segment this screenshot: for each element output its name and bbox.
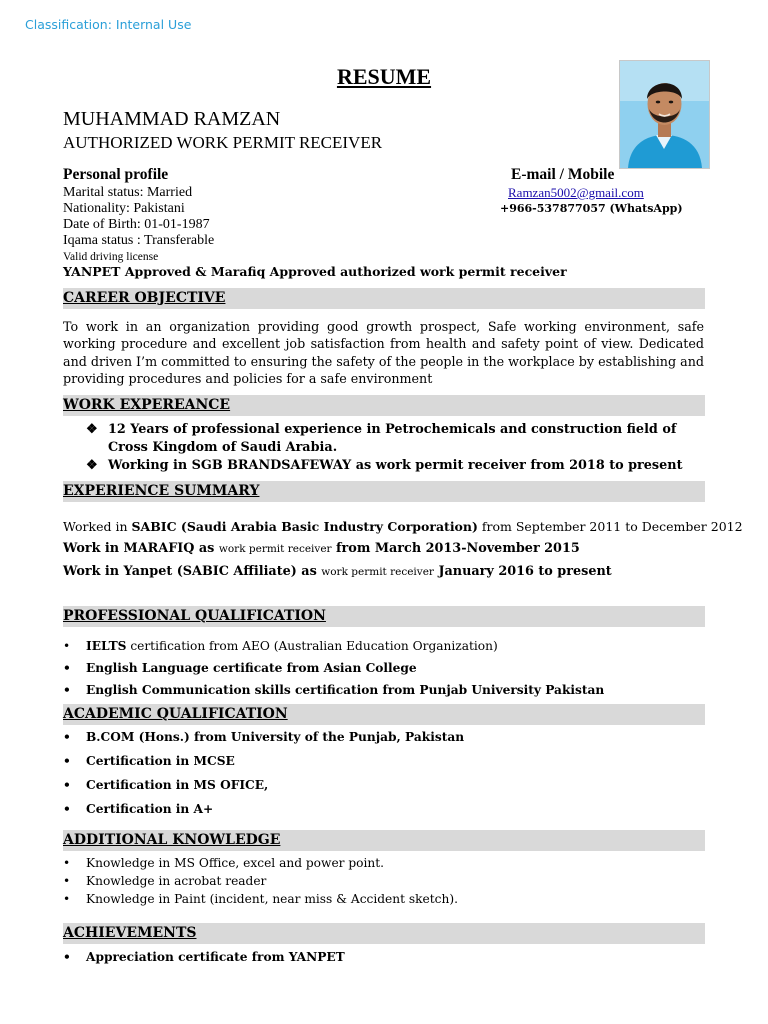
qualification-text: English Language certificate from Asian College bbox=[86, 661, 417, 675]
section-career-objective bbox=[63, 288, 705, 309]
document-title: RESUME bbox=[336, 64, 432, 89]
experience-role: work permit receiver bbox=[321, 566, 434, 578]
qualification-name: IELTS bbox=[86, 639, 127, 653]
section-additional-knowledge bbox=[63, 830, 705, 851]
qualification-detail: certification from AEO (Australian Education Organization) bbox=[130, 639, 498, 653]
experience-text: Worked in bbox=[63, 519, 128, 534]
approval-statement: YANPET Approved & Marafiq Approved authorized work permit receiver bbox=[63, 264, 567, 279]
knowledge-text: Knowledge in acrobat reader bbox=[86, 874, 267, 888]
section-professional-qualification bbox=[63, 606, 705, 627]
section-heading: ACADEMIC QUALIFICATION bbox=[63, 706, 288, 722]
academic-text: Certification in A+ bbox=[86, 802, 214, 816]
experience-period: January 2016 to present bbox=[438, 564, 612, 579]
experience-role: work permit receiver bbox=[218, 543, 332, 555]
qualification-text: English Communication skills certification from Punjab University Pakistan bbox=[86, 683, 605, 697]
knowledge-text: Knowledge in Paint (incident, near miss & Accident sketch). bbox=[86, 892, 458, 906]
academic-text: Certification in MCSE bbox=[86, 754, 235, 768]
section-academic-qualification bbox=[63, 704, 705, 725]
driving-license: Valid driving license bbox=[63, 251, 159, 263]
work-item-text: 12 Years of professional experience in Petrochemicals and construction field of Cross Kingdom of Saudi Arabia. bbox=[108, 422, 677, 455]
marital-status: Marital status: Married bbox=[63, 185, 193, 200]
academic-text: B.COM (Hons.) from University of the Punjab, Pakistan bbox=[86, 730, 465, 744]
experience-line bbox=[63, 519, 743, 534]
experience-line bbox=[63, 541, 580, 556]
section-work-experience bbox=[63, 395, 705, 416]
email-link[interactable]: Ramzan5002@gmail.com bbox=[508, 185, 644, 200]
bullet-icon: • bbox=[63, 754, 71, 768]
section-achievements bbox=[63, 923, 705, 944]
section-heading: ACHIEVEMENTS bbox=[63, 925, 197, 941]
experience-line bbox=[63, 564, 612, 579]
iqama-status: Iqama status : Transferable bbox=[63, 233, 215, 248]
experience-period: from September 2011 to December 2012 bbox=[481, 519, 743, 534]
classification-label: Classification: Internal Use bbox=[25, 17, 192, 32]
mobile-number: +966-537877057 (WhatsApp) bbox=[500, 202, 683, 215]
bullet-icon: • bbox=[63, 730, 71, 744]
experience-text: Work in MARAFIQ as bbox=[63, 541, 215, 556]
bullet-icon: • bbox=[63, 892, 71, 906]
section-experience-summary bbox=[63, 481, 705, 502]
experience-period: from March 2013-November 2015 bbox=[336, 541, 580, 556]
knowledge-text: Knowledge in MS Office, excel and power point. bbox=[86, 856, 385, 870]
bullet-icon: • bbox=[63, 874, 71, 888]
bullet-icon: • bbox=[63, 950, 71, 964]
experience-employer: SABIC (Saudi Arabia Basic Industry Corporation) bbox=[131, 519, 478, 534]
bullet-icon: • bbox=[63, 778, 71, 792]
contact-heading: E-mail / Mobile bbox=[511, 166, 615, 183]
candidate-name: MUHAMMAD RAMZAN bbox=[63, 108, 281, 130]
bullet-icon: • bbox=[63, 856, 71, 870]
section-heading: ADDITIONAL KNOWLEDGE bbox=[63, 832, 281, 848]
date-of-birth: Date of Birth: 01-01-1987 bbox=[63, 217, 210, 232]
section-heading: EXPERIENCE SUMMARY bbox=[63, 483, 260, 499]
bullet-icon: • bbox=[63, 639, 71, 653]
career-objective-text: To work in an organization providing good growth prospect, Safe working environment, safe working procedure and excellent job satisfaction from health and safety point of view. Dedicated and driven I’m committed to ensuring the safety of the people in the workplace by establishing and providing procedures and policies for a safe environment bbox=[63, 319, 704, 387]
personal-profile-heading: Personal profile bbox=[63, 166, 169, 183]
achievement-text: Appreciation certificate from YANPET bbox=[86, 950, 345, 964]
section-heading: WORK EXPEREANCE bbox=[63, 397, 231, 413]
diamond-bullet-icon: ❖ bbox=[86, 422, 98, 437]
work-item bbox=[86, 421, 706, 456]
bullet-icon: • bbox=[63, 661, 71, 675]
bullet-icon: • bbox=[63, 683, 71, 697]
academic-text: Certification in MS OFICE, bbox=[86, 778, 269, 792]
job-title: AUTHORIZED WORK PERMIT RECEIVER bbox=[63, 133, 383, 152]
experience-text: Work in Yanpet (SABIC Affiliate) as bbox=[63, 564, 317, 579]
diamond-bullet-icon: ❖ bbox=[86, 458, 98, 473]
work-item bbox=[86, 457, 706, 475]
profile-photo bbox=[619, 60, 710, 169]
work-item-text: Working in SGB BRANDSAFEWAY as work permit receiver from 2018 to present bbox=[108, 458, 683, 473]
nationality: Nationality: Pakistani bbox=[63, 201, 185, 216]
bullet-icon: • bbox=[63, 802, 71, 816]
section-heading: CAREER OBJECTIVE bbox=[63, 290, 226, 306]
section-heading: PROFESSIONAL QUALIFICATION bbox=[63, 608, 326, 624]
